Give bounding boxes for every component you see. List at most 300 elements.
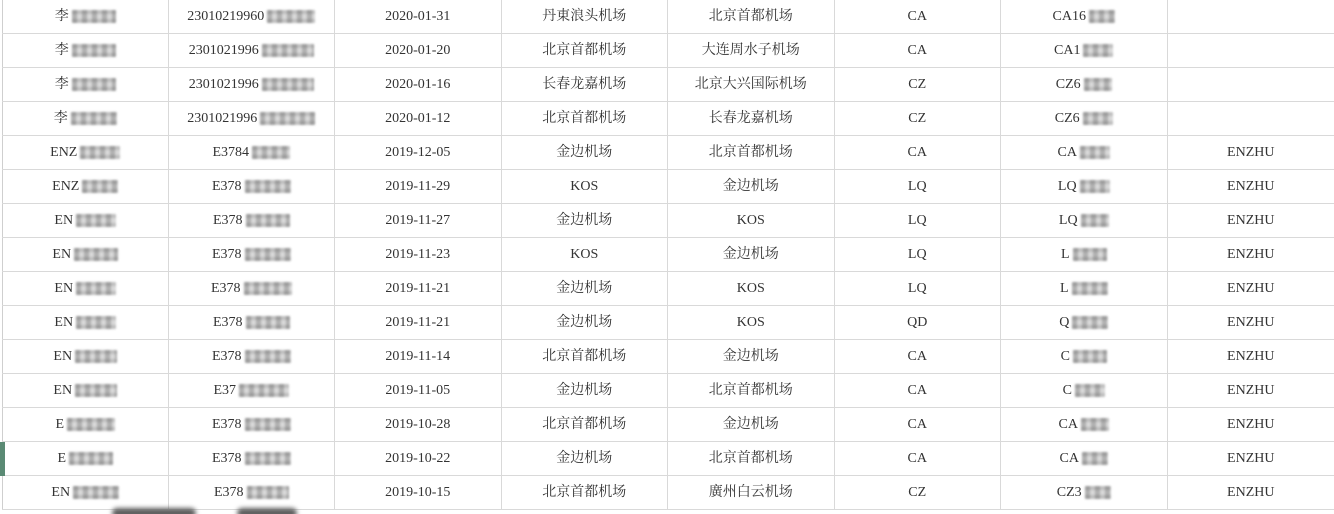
redacted-id-blur — [244, 282, 292, 295]
passenger-name-text: ENZ — [50, 144, 78, 160]
redacted-name-blur — [76, 282, 116, 295]
table-row — [2, 204, 1334, 238]
airline-code-text: CA — [907, 382, 927, 398]
cell-passenger-name[interactable] — [2, 442, 169, 475]
flight-date-text: 2019-11-14 — [385, 348, 451, 364]
cell-passenger-name-en[interactable] — [1168, 68, 1334, 101]
redacted-flight-number-blur — [1072, 282, 1108, 295]
passenger-name-en-text: ENZHU — [1227, 144, 1275, 160]
arrival-airport-text: 金边机场 — [722, 178, 779, 194]
cell-arrival-airport[interactable] — [668, 136, 835, 169]
redacted-name-blur — [76, 316, 116, 329]
id-number-text: E378 — [212, 314, 243, 330]
redacted-id-blur — [267, 10, 315, 23]
cell-passenger-name[interactable] — [2, 68, 169, 101]
flight-date-text: 2020-01-20 — [385, 42, 451, 58]
departure-airport-text: 北京首都机场 — [542, 42, 627, 58]
cell-departure-airport[interactable] — [502, 272, 669, 305]
cell-flight-date[interactable] — [335, 374, 502, 407]
id-number-text: 23010219960 — [187, 8, 265, 24]
cell-flight-date[interactable] — [335, 0, 502, 33]
arrival-airport-text: 北京首都机场 — [708, 382, 793, 398]
redacted-id-blur — [245, 452, 291, 465]
table-row — [2, 102, 1334, 136]
cell-flight-date[interactable] — [335, 136, 502, 169]
cell-departure-airport[interactable] — [502, 408, 669, 441]
flight-date-text: 2019-12-05 — [385, 144, 451, 160]
cell-passenger-name[interactable] — [2, 306, 169, 339]
cell-passenger-name-en[interactable] — [1168, 34, 1334, 67]
cell-passenger-name[interactable] — [2, 374, 169, 407]
flight-table-body — [2, 0, 1334, 510]
cell-flight-number[interactable] — [1001, 136, 1168, 169]
redacted-flight-number-blur — [1073, 248, 1107, 261]
cell-airline-code[interactable] — [835, 272, 1002, 305]
passenger-name-text: EN — [54, 314, 74, 330]
table-row — [2, 238, 1334, 272]
cell-id-number[interactable] — [169, 136, 336, 169]
cell-passenger-name-en[interactable] — [1168, 238, 1334, 271]
flight-date-text: 2019-10-28 — [385, 416, 451, 432]
redacted-name-blur — [72, 78, 116, 91]
passenger-name-en-text: ENZHU — [1227, 416, 1275, 432]
arrival-airport-text: KOS — [736, 212, 765, 228]
cell-id-number[interactable] — [169, 272, 336, 305]
cell-departure-airport[interactable] — [502, 306, 669, 339]
passenger-name-text: EN — [54, 280, 74, 296]
table-row — [2, 0, 1334, 34]
redacted-flight-number-blur — [1075, 384, 1105, 397]
departure-airport-text: 北京首都机场 — [542, 110, 627, 126]
cell-passenger-name-en[interactable] — [1168, 442, 1334, 475]
cell-departure-airport[interactable] — [502, 238, 669, 271]
redacted-name-blur — [67, 418, 115, 431]
departure-airport-text: 金边机场 — [556, 314, 613, 330]
flight-number-text: L — [1059, 280, 1069, 296]
table-row — [2, 442, 1334, 476]
departure-airport-text: 长春龙嘉机场 — [542, 76, 627, 92]
cell-flight-number[interactable] — [1001, 374, 1168, 407]
arrival-airport-text: KOS — [736, 280, 765, 296]
arrival-airport-text: KOS — [736, 314, 765, 330]
cell-passenger-name[interactable] — [2, 238, 169, 271]
id-number-text: E378 — [212, 212, 243, 228]
cell-passenger-name-en[interactable] — [1168, 204, 1334, 237]
redacted-flight-number-blur — [1084, 78, 1112, 91]
cell-airline-code[interactable] — [835, 136, 1002, 169]
cell-flight-number[interactable] — [1001, 408, 1168, 441]
redacted-flight-number-blur — [1081, 214, 1109, 227]
flight-number-text: CZ3 — [1056, 484, 1082, 500]
redacted-flight-number-blur — [1081, 418, 1109, 431]
cell-flight-number[interactable] — [1001, 0, 1168, 33]
redacted-name-blur — [80, 146, 120, 159]
cell-passenger-name[interactable] — [2, 136, 169, 169]
cell-departure-airport[interactable] — [502, 136, 669, 169]
cell-id-number[interactable] — [169, 476, 336, 509]
redacted-flight-number-blur — [1080, 180, 1110, 193]
redacted-name-blur — [71, 112, 117, 125]
passenger-name-text: EN — [51, 484, 71, 500]
cell-flight-number[interactable] — [1001, 340, 1168, 373]
cell-flight-date[interactable] — [335, 306, 502, 339]
flight-number-text: L — [1060, 246, 1070, 262]
cell-id-number[interactable] — [169, 374, 336, 407]
flight-date-text: 2019-10-15 — [385, 484, 451, 500]
flight-date-text: 2019-11-05 — [385, 382, 451, 398]
flight-number-text: LQ — [1058, 212, 1078, 228]
cell-passenger-name-en[interactable] — [1168, 340, 1334, 373]
redacted-id-blur — [260, 112, 315, 125]
cell-flight-number[interactable] — [1001, 34, 1168, 67]
cell-id-number[interactable] — [169, 340, 336, 373]
airline-code-text: CA — [907, 8, 927, 24]
cell-departure-airport[interactable] — [502, 102, 669, 135]
id-number-text: E378 — [211, 416, 242, 432]
cell-airline-code[interactable] — [835, 34, 1002, 67]
passenger-name-en-text: ENZHU — [1227, 280, 1275, 296]
arrival-airport-text: 北京首都机场 — [708, 144, 793, 160]
cell-flight-date[interactable] — [335, 204, 502, 237]
id-number-text: E37 — [213, 382, 237, 398]
passenger-name-text: ENZ — [52, 178, 80, 194]
table-row — [2, 34, 1334, 68]
cell-flight-date[interactable] — [335, 476, 502, 509]
cell-airline-code[interactable] — [835, 374, 1002, 407]
flight-records-table — [2, 0, 1334, 510]
cell-arrival-airport[interactable] — [668, 68, 835, 101]
cell-arrival-airport[interactable] — [668, 340, 835, 373]
redacted-id-blur — [245, 418, 291, 431]
cell-arrival-airport[interactable] — [668, 306, 835, 339]
airline-code-text: CZ — [908, 110, 927, 126]
cell-flight-number[interactable] — [1001, 476, 1168, 509]
passenger-name-text: EN — [53, 348, 73, 364]
cell-id-number[interactable] — [169, 204, 336, 237]
cell-departure-airport[interactable] — [502, 476, 669, 509]
flight-number-text: CA — [1057, 144, 1077, 160]
flight-date-text: 2019-11-23 — [385, 246, 451, 262]
flight-date-text: 2020-01-12 — [385, 110, 451, 126]
cell-airline-code[interactable] — [835, 408, 1002, 441]
redacted-name-blur — [74, 248, 118, 261]
cell-id-number[interactable] — [169, 306, 336, 339]
cell-flight-date[interactable] — [335, 272, 502, 305]
arrival-airport-text: 北京大兴国际机场 — [694, 76, 807, 92]
flight-date-text: 2019-11-21 — [385, 314, 451, 330]
airline-code-text: CA — [907, 450, 927, 466]
cell-flight-date[interactable] — [335, 170, 502, 203]
arrival-airport-text: 金边机场 — [722, 246, 779, 262]
flight-date-text: 2020-01-31 — [385, 8, 451, 24]
cell-passenger-name-en[interactable] — [1168, 136, 1334, 169]
cell-passenger-name-en[interactable] — [1168, 306, 1334, 339]
id-number-text: E3784 — [212, 144, 250, 160]
redacted-name-blur — [73, 486, 119, 499]
cell-passenger-name[interactable] — [2, 204, 169, 237]
cell-flight-date[interactable] — [335, 34, 502, 67]
table-row — [2, 306, 1334, 340]
passenger-name-en-text: ENZHU — [1227, 314, 1275, 330]
cell-flight-date[interactable] — [335, 102, 502, 135]
cell-passenger-name-en[interactable] — [1168, 476, 1334, 509]
arrival-airport-text: 北京首都机场 — [708, 450, 793, 466]
cell-flight-number[interactable] — [1001, 306, 1168, 339]
id-number-text: E378 — [211, 450, 242, 466]
airline-code-text: CA — [907, 144, 927, 160]
cell-passenger-name[interactable] — [2, 476, 169, 509]
table-row — [2, 68, 1334, 102]
cell-departure-airport[interactable] — [502, 340, 669, 373]
table-row — [2, 408, 1334, 442]
passenger-name-en-text: ENZHU — [1227, 484, 1275, 500]
table-row — [2, 374, 1334, 408]
cell-arrival-airport[interactable] — [668, 272, 835, 305]
cell-id-number[interactable] — [169, 170, 336, 203]
arrival-airport-text: 大连周水子机场 — [701, 42, 800, 58]
cell-passenger-name[interactable] — [2, 170, 169, 203]
airline-code-text: QD — [907, 314, 928, 330]
cell-airline-code[interactable] — [835, 102, 1002, 135]
id-number-text: E378 — [210, 280, 241, 296]
departure-airport-text: KOS — [570, 178, 599, 194]
redacted-id-blur — [246, 316, 290, 329]
cell-arrival-airport[interactable] — [668, 204, 835, 237]
cell-passenger-name-en[interactable] — [1168, 102, 1334, 135]
passenger-name-text: EN — [54, 212, 74, 228]
airline-code-text: CZ — [908, 484, 927, 500]
flight-date-text: 2020-01-16 — [385, 76, 451, 92]
cell-departure-airport[interactable] — [502, 170, 669, 203]
flight-number-text: CZ6 — [1055, 76, 1081, 92]
cell-airline-code[interactable] — [835, 306, 1002, 339]
airline-code-text: CZ — [908, 76, 927, 92]
passenger-name-text: 李 — [54, 76, 69, 92]
airline-code-text: LQ — [907, 178, 927, 194]
airline-code-text: CA — [907, 42, 927, 58]
cell-arrival-airport[interactable] — [668, 238, 835, 271]
cell-flight-number[interactable] — [1001, 102, 1168, 135]
passenger-name-text: EN — [52, 246, 72, 262]
cell-arrival-airport[interactable] — [668, 476, 835, 509]
flight-date-text: 2019-11-29 — [385, 178, 451, 194]
cell-flight-date[interactable] — [335, 408, 502, 441]
airline-code-text: LQ — [907, 246, 927, 262]
redacted-id-blur — [262, 44, 314, 57]
airline-code-text: CA — [907, 348, 927, 364]
departure-airport-text: 金边机场 — [556, 382, 613, 398]
cell-departure-airport[interactable] — [502, 68, 669, 101]
cell-departure-airport[interactable] — [502, 204, 669, 237]
cell-airline-code[interactable] — [835, 0, 1002, 33]
passenger-name-en-text: ENZHU — [1227, 246, 1275, 262]
redacted-flight-number-blur — [1080, 146, 1110, 159]
flight-number-text: CA — [1058, 416, 1078, 432]
table-row — [2, 136, 1334, 170]
cell-departure-airport[interactable] — [502, 34, 669, 67]
redacted-id-blur — [247, 486, 289, 499]
redacted-flight-number-blur — [1072, 316, 1108, 329]
passenger-name-text: 李 — [54, 8, 69, 24]
table-row — [2, 272, 1334, 306]
departure-airport-text: 金边机场 — [556, 212, 613, 228]
cell-departure-airport[interactable] — [502, 0, 669, 33]
cell-arrival-airport[interactable] — [668, 34, 835, 67]
redacted-flight-number-blur — [1073, 350, 1107, 363]
flight-number-text: CA16 — [1052, 8, 1086, 24]
redacted-flight-number-blur — [1082, 452, 1108, 465]
arrival-airport-text: 金边机场 — [722, 416, 779, 432]
passenger-name-en-text: ENZHU — [1227, 212, 1275, 228]
flight-number-text: CA1 — [1054, 42, 1081, 58]
flight-number-text: Q — [1059, 314, 1070, 330]
id-number-text: E378 — [211, 246, 242, 262]
cell-departure-airport[interactable] — [502, 374, 669, 407]
redacted-flight-number-blur — [1083, 112, 1113, 125]
departure-airport-text: 金边机场 — [556, 450, 613, 466]
passenger-name-text: E — [55, 416, 65, 432]
redacted-name-blur — [75, 384, 117, 397]
id-number-text: E378 — [211, 348, 242, 364]
row-selection-indicator — [0, 442, 5, 476]
cell-arrival-airport[interactable] — [668, 374, 835, 407]
flight-number-text: CA — [1059, 450, 1079, 466]
departure-airport-text: 北京首都机场 — [542, 348, 627, 364]
cell-flight-number[interactable] — [1001, 170, 1168, 203]
cell-id-number[interactable] — [169, 34, 336, 67]
passenger-name-text: 李 — [53, 110, 68, 126]
id-number-text: 2301021996 — [188, 76, 259, 92]
flight-number-text: CZ6 — [1054, 110, 1080, 126]
cell-flight-date[interactable] — [335, 340, 502, 373]
redacted-id-blur — [262, 78, 314, 91]
id-number-text: E378 — [213, 484, 244, 500]
airline-code-text: LQ — [907, 280, 927, 296]
cell-passenger-name[interactable] — [2, 340, 169, 373]
airline-code-text: CA — [907, 416, 927, 432]
redacted-name-blur — [69, 452, 113, 465]
redacted-id-blur — [245, 248, 291, 261]
cell-arrival-airport[interactable] — [668, 170, 835, 203]
cell-arrival-airport[interactable] — [668, 0, 835, 33]
redacted-id-blur — [245, 180, 291, 193]
cell-flight-number[interactable] — [1001, 238, 1168, 271]
redacted-flight-number-blur — [1083, 44, 1113, 57]
departure-airport-text: 北京首都机场 — [542, 484, 627, 500]
cell-airline-code[interactable] — [835, 68, 1002, 101]
redacted-id-blur — [246, 214, 290, 227]
cell-passenger-name-en[interactable] — [1168, 170, 1334, 203]
cutoff-row-redacted-content — [112, 508, 196, 514]
cell-airline-code[interactable] — [835, 204, 1002, 237]
cell-departure-airport[interactable] — [502, 442, 669, 475]
departure-airport-text: 丹東浪头机场 — [542, 8, 627, 24]
departure-airport-text: 北京首都机场 — [542, 416, 627, 432]
redacted-id-blur — [239, 384, 289, 397]
cell-airline-code[interactable] — [835, 476, 1002, 509]
redacted-flight-number-blur — [1085, 486, 1111, 499]
arrival-airport-text: 金边机场 — [722, 348, 779, 364]
cell-flight-date[interactable] — [335, 238, 502, 271]
passenger-name-en-text: ENZHU — [1227, 450, 1275, 466]
cell-passenger-name-en[interactable] — [1168, 374, 1334, 407]
redacted-id-blur — [252, 146, 290, 159]
table-row — [2, 170, 1334, 204]
redacted-flight-number-blur — [1089, 10, 1115, 23]
table-row — [2, 340, 1334, 374]
id-number-text: 2301021996 — [187, 110, 258, 126]
arrival-airport-text: 长春龙嘉机场 — [708, 110, 793, 126]
table-row — [2, 476, 1334, 510]
cell-flight-date[interactable] — [335, 68, 502, 101]
flight-date-text: 2019-11-27 — [385, 212, 451, 228]
redacted-id-blur — [245, 350, 291, 363]
cell-passenger-name[interactable] — [2, 272, 169, 305]
cell-arrival-airport[interactable] — [668, 408, 835, 441]
cell-passenger-name[interactable] — [2, 0, 169, 33]
passenger-name-text: E — [57, 450, 67, 466]
cell-arrival-airport[interactable] — [668, 442, 835, 475]
redacted-name-blur — [75, 350, 117, 363]
cell-id-number[interactable] — [169, 442, 336, 475]
cell-flight-number[interactable] — [1001, 272, 1168, 305]
id-number-text: 2301021996 — [188, 42, 259, 58]
cell-arrival-airport[interactable] — [668, 102, 835, 135]
cell-passenger-name[interactable] — [2, 408, 169, 441]
cell-id-number[interactable] — [169, 238, 336, 271]
passenger-name-text: EN — [53, 382, 73, 398]
passenger-name-en-text: ENZHU — [1227, 382, 1275, 398]
cell-id-number[interactable] — [169, 408, 336, 441]
departure-airport-text: 金边机场 — [556, 144, 613, 160]
cell-id-number[interactable] — [169, 102, 336, 135]
redacted-name-blur — [82, 180, 118, 193]
cell-flight-date[interactable] — [335, 442, 502, 475]
cell-passenger-name-en[interactable] — [1168, 408, 1334, 441]
cell-passenger-name-en[interactable] — [1168, 0, 1334, 33]
cell-airline-code[interactable] — [835, 170, 1002, 203]
id-number-text: E378 — [211, 178, 242, 194]
cell-flight-number[interactable] — [1001, 68, 1168, 101]
flight-number-text: LQ — [1057, 178, 1077, 194]
passenger-name-en-text: ENZHU — [1227, 348, 1275, 364]
flight-date-text: 2019-11-21 — [385, 280, 451, 296]
passenger-name-text: 李 — [54, 42, 69, 58]
cell-flight-number[interactable] — [1001, 204, 1168, 237]
cell-airline-code[interactable] — [835, 442, 1002, 475]
cell-id-number[interactable] — [169, 0, 336, 33]
cell-flight-number[interactable] — [1001, 442, 1168, 475]
arrival-airport-text: 北京首都机场 — [708, 8, 793, 24]
cell-passenger-name[interactable] — [2, 34, 169, 67]
cell-passenger-name[interactable] — [2, 102, 169, 135]
redacted-name-blur — [76, 214, 116, 227]
passenger-name-en-text: ENZHU — [1227, 178, 1275, 194]
cutoff-row-redacted-content — [237, 508, 297, 514]
arrival-airport-text: 廣州白云机场 — [708, 484, 793, 500]
cell-airline-code[interactable] — [835, 340, 1002, 373]
departure-airport-text: KOS — [570, 246, 599, 262]
redacted-name-blur — [72, 44, 116, 57]
redacted-name-blur — [72, 10, 116, 23]
departure-airport-text: 金边机场 — [556, 280, 613, 296]
cell-id-number[interactable] — [169, 68, 336, 101]
cell-airline-code[interactable] — [835, 238, 1002, 271]
flight-number-text: C — [1062, 382, 1072, 398]
cell-passenger-name-en[interactable] — [1168, 272, 1334, 305]
airline-code-text: LQ — [907, 212, 927, 228]
flight-date-text: 2019-10-22 — [385, 450, 451, 466]
